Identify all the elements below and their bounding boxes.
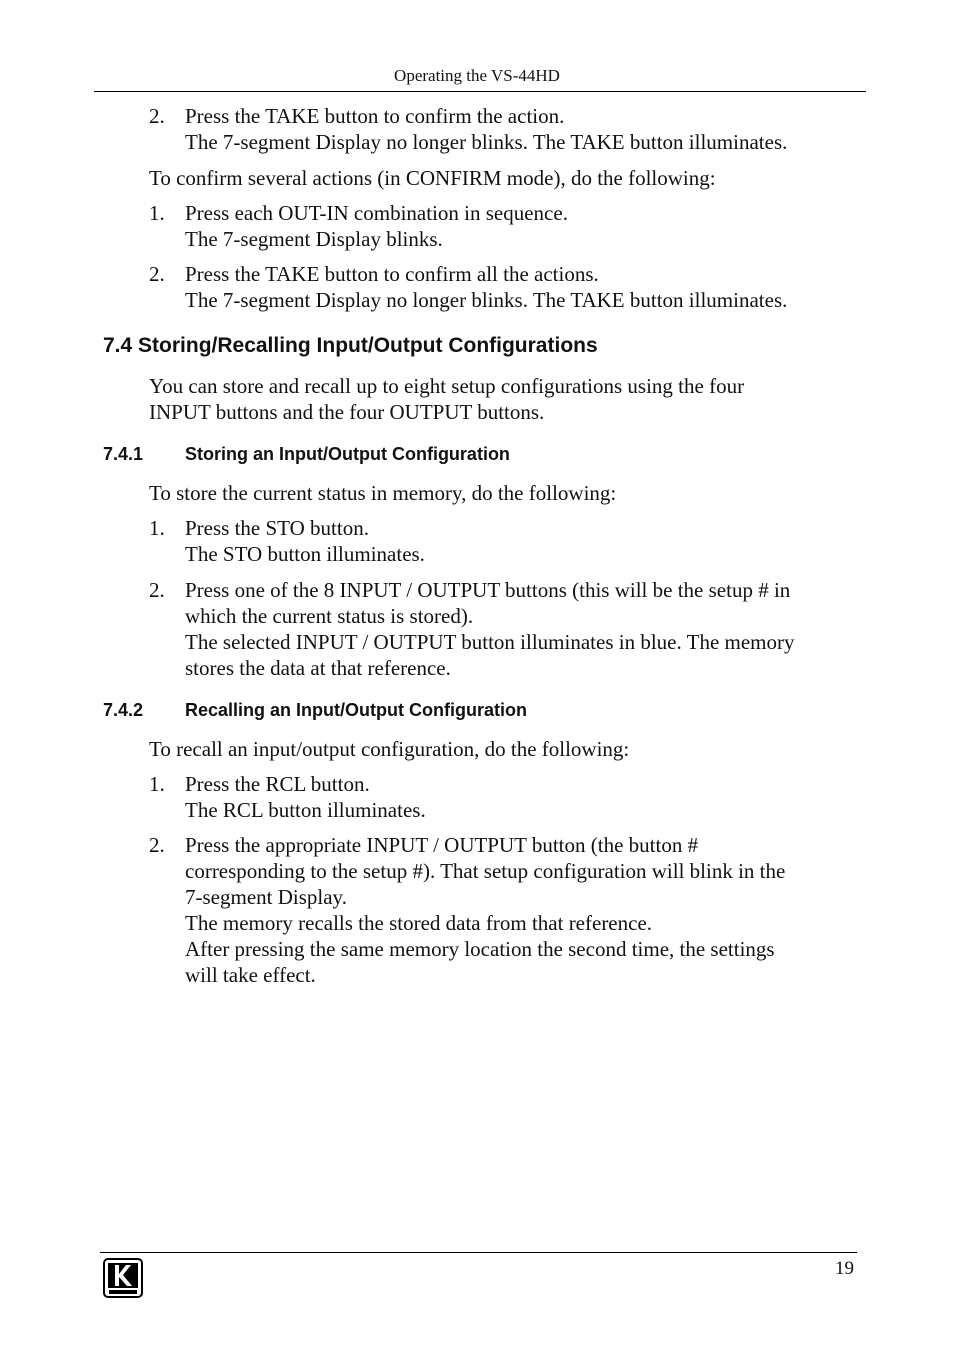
list-item-text: Press the TAKE button to confirm the action. <box>185 104 565 128</box>
list-item-text: The selected INPUT / OUTPUT button illuminates in blue. The memory <box>185 630 795 654</box>
list-item-text: The RCL button illuminates. <box>185 798 426 822</box>
list-item-text: Press the STO button. <box>185 516 369 540</box>
list-number: 1. <box>149 201 165 225</box>
subsection-number: 7.4.1 <box>103 444 144 464</box>
list-item-text: The 7-segment Display blinks. <box>185 227 443 251</box>
list-item-text: Press the appropriate INPUT / OUTPUT button (the button # <box>185 833 699 857</box>
subsection-title: Storing an Input/Output Configuration <box>185 444 510 464</box>
paragraph: You can store and recall up to eight setup configurations using the four <box>149 374 745 398</box>
list-item-text: The 7-segment Display no longer blinks. The TAKE button illuminates. <box>185 130 788 154</box>
list-number: 1. <box>149 772 165 796</box>
list-number: 1. <box>149 516 165 540</box>
list-item-text: Press the RCL button. <box>185 772 370 796</box>
list-number: 2. <box>149 104 165 128</box>
paragraph: To confirm several actions (in CONFIRM mode), do the following: <box>149 166 716 190</box>
page-number: 19 <box>835 1258 854 1279</box>
footer-rule <box>100 1252 857 1253</box>
paragraph: INPUT buttons and the four OUTPUT buttons. <box>149 400 545 424</box>
list-item-text: which the current status is stored). <box>185 604 474 628</box>
list-item-text: The STO button illuminates. <box>185 542 425 566</box>
list-item-text: The memory recalls the stored data from that reference. <box>185 911 653 935</box>
subsection-title: Recalling an Input/Output Configuration <box>185 700 527 720</box>
paragraph: To recall an input/output configuration, do the following: <box>149 737 630 761</box>
list-item-text: will take effect. <box>185 963 316 987</box>
list-item-text: Press the TAKE button to confirm all the actions. <box>185 262 599 286</box>
section-heading: 7.4 Storing/Recalling Input/Output Configurations <box>103 334 598 357</box>
list-item-text: After pressing the same memory location the second time, the settings <box>185 937 775 961</box>
list-number: 2. <box>149 833 165 857</box>
list-item-text: Press one of the 8 INPUT / OUTPUT buttons (this will be the setup # in <box>185 578 791 602</box>
list-item-text: corresponding to the setup #). That setup configuration will blink in the <box>185 859 786 883</box>
list-number: 2. <box>149 262 165 286</box>
list-item-text: Press each OUT-IN combination in sequence. <box>185 201 568 225</box>
kramer-logo-icon <box>103 1258 143 1298</box>
list-item-text: 7-segment Display. <box>185 885 347 909</box>
list-number: 2. <box>149 578 165 602</box>
list-item-text: The 7-segment Display no longer blinks. The TAKE button illuminates. <box>185 288 788 312</box>
header-rule <box>94 91 866 92</box>
paragraph: To store the current status in memory, do the following: <box>149 481 617 505</box>
subsection-number: 7.4.2 <box>103 700 144 720</box>
running-header: Operating the VS-44HD <box>394 66 560 85</box>
list-item-text: stores the data at that reference. <box>185 656 451 680</box>
